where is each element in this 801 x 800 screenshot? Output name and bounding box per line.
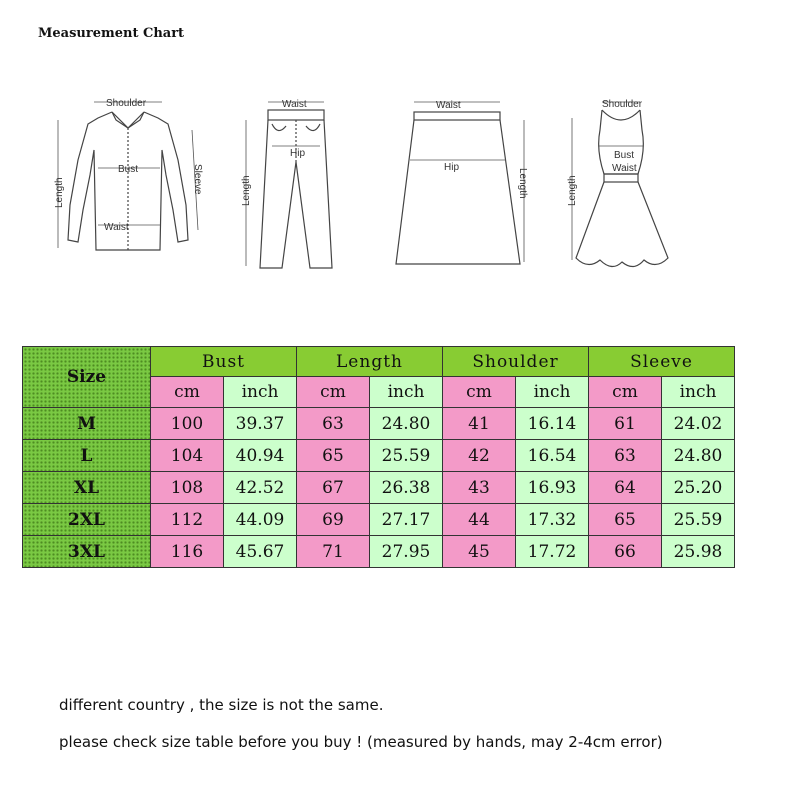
note-check-size: please check size table before you buy ! (measured by hands, may 2-4cm error) — [59, 733, 663, 751]
value-cell: 64 — [589, 472, 662, 504]
shirt-sleeve-label: Sleeve — [192, 164, 203, 195]
dress-shoulder-label: Shoulder — [602, 99, 643, 110]
size-cell: XL — [23, 472, 151, 504]
table-row — [23, 504, 735, 536]
value-cell: 26.38 — [370, 472, 443, 504]
value-cell: 41 — [443, 408, 516, 440]
value-cell: 63 — [297, 408, 370, 440]
shoulder-inch-unit: inch — [516, 377, 589, 408]
size-cell: L — [23, 440, 151, 472]
skirt-hip-label: Hip — [444, 162, 460, 173]
value-cell: 40.94 — [224, 440, 297, 472]
length-inch-unit: inch — [370, 377, 443, 408]
value-cell: 112 — [151, 504, 224, 536]
shirt-waist-label: Waist — [104, 222, 129, 233]
value-cell: 25.59 — [370, 440, 443, 472]
table-header-row — [23, 347, 735, 377]
size-table — [22, 346, 735, 568]
value-cell: 16.93 — [516, 472, 589, 504]
size-header: Size — [23, 347, 151, 408]
value-cell: 16.14 — [516, 408, 589, 440]
size-cell: M — [23, 408, 151, 440]
table-row — [23, 408, 735, 440]
value-cell: 108 — [151, 472, 224, 504]
value-cell: 65 — [589, 504, 662, 536]
value-cell: 24.80 — [370, 408, 443, 440]
table-row — [23, 472, 735, 504]
value-cell: 100 — [151, 408, 224, 440]
bust-header: Bust — [151, 347, 297, 377]
shoulder-header: Shoulder — [443, 347, 589, 377]
skirt-length-label: Length — [517, 168, 528, 199]
dress-diagram — [560, 90, 680, 275]
skirt-diagram — [382, 90, 542, 275]
table-row — [23, 440, 735, 472]
length-cm-unit: cm — [297, 377, 370, 408]
value-cell: 71 — [297, 536, 370, 568]
value-cell: 25.20 — [662, 472, 735, 504]
value-cell: 63 — [589, 440, 662, 472]
sleeve-header: Sleeve — [589, 347, 735, 377]
garment-diagrams — [0, 90, 801, 280]
pants-length-label: Length — [241, 175, 252, 206]
pants-waist-label: Waist — [282, 99, 307, 110]
value-cell: 24.02 — [662, 408, 735, 440]
value-cell: 17.32 — [516, 504, 589, 536]
value-cell: 43 — [443, 472, 516, 504]
bust-cm-unit: cm — [151, 377, 224, 408]
value-cell: 104 — [151, 440, 224, 472]
bust-inch-unit: inch — [224, 377, 297, 408]
skirt-waist-label: Waist — [436, 100, 461, 111]
dress-waist-label: Waist — [612, 163, 637, 174]
shirt-length-label: Length — [54, 177, 65, 208]
sleeve-cm-unit: cm — [589, 377, 662, 408]
value-cell: 17.72 — [516, 536, 589, 568]
value-cell: 67 — [297, 472, 370, 504]
value-cell: 25.59 — [662, 504, 735, 536]
value-cell: 69 — [297, 504, 370, 536]
dress-bust-label: Bust — [614, 150, 635, 161]
sleeve-inch-unit: inch — [662, 377, 735, 408]
value-cell: 61 — [589, 408, 662, 440]
length-header: Length — [297, 347, 443, 377]
value-cell: 39.37 — [224, 408, 297, 440]
shirt-bust-label: Bust — [118, 164, 139, 175]
value-cell: 66 — [589, 536, 662, 568]
value-cell: 45 — [443, 536, 516, 568]
value-cell: 44 — [443, 504, 516, 536]
dress-length-label: Length — [567, 175, 578, 206]
size-cell: 2XL — [23, 504, 151, 536]
value-cell: 24.80 — [662, 440, 735, 472]
value-cell: 27.17 — [370, 504, 443, 536]
pants-hip-label: Hip — [290, 148, 306, 159]
table-row — [23, 536, 735, 568]
value-cell: 116 — [151, 536, 224, 568]
value-cell: 42.52 — [224, 472, 297, 504]
note-country: different country , the size is not the same. — [59, 696, 384, 714]
shirt-shoulder-label: Shoulder — [106, 98, 147, 109]
value-cell: 44.09 — [224, 504, 297, 536]
value-cell: 25.98 — [662, 536, 735, 568]
value-cell: 27.95 — [370, 536, 443, 568]
page-title: Measurement Chart — [38, 26, 185, 41]
value-cell: 16.54 — [516, 440, 589, 472]
shirt-diagram — [50, 90, 210, 265]
value-cell: 42 — [443, 440, 516, 472]
shoulder-cm-unit: cm — [443, 377, 516, 408]
size-cell: 3XL — [23, 536, 151, 568]
pants-diagram — [232, 90, 342, 275]
value-cell: 45.67 — [224, 536, 297, 568]
value-cell: 65 — [297, 440, 370, 472]
